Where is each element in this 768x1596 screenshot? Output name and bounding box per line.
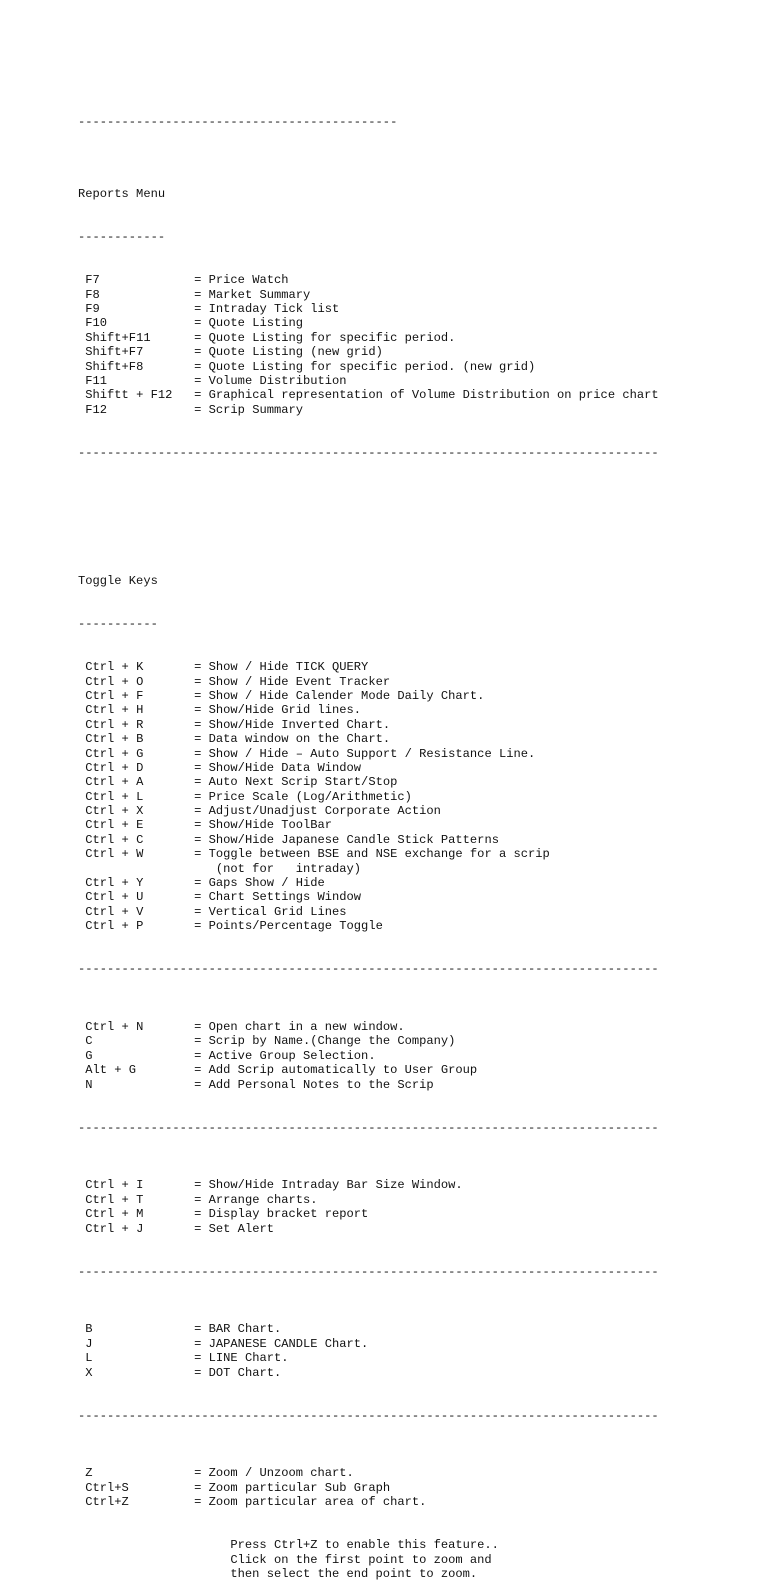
shortcut-description: Scrip Summary [208,402,304,417]
shortcut-row: Ctrl + J = Set Alert [85,1221,274,1236]
key-padding [143,747,194,761]
shortcut-key: Ctrl + H [85,703,144,718]
shortcut-key: G [85,1048,93,1063]
shortcut-key: F10 [85,316,108,331]
shortcut-key: Ctrl + M [85,1207,144,1222]
shortcut-description: Scrip by Name.(Change the Company) [208,1034,456,1049]
shortcut-row: C = Scrip by Name.(Change the Company) [85,1034,456,1049]
shortcut-row: Ctrl + D = Show/Hide Data Window [85,760,362,775]
shortcut-row: G = Active Group Selection. [85,1048,376,1063]
shortcut-description: Arrange charts. [208,1192,318,1207]
shortcut-row: Ctrl + F = Show / Hide Calender Mode Daily Chart. [85,688,485,703]
shortcut-key: Shift+F11 [85,330,151,345]
shortcut-description: Volume Distribution [208,373,347,388]
shortcut-description: Show / Hide – Auto Support / Resistance Line. [208,746,536,761]
shortcut-key: Shift+F7 [85,345,144,360]
key-padding [143,905,194,919]
shortcut-row: Ctrl + V = Vertical Grid Lines [85,904,347,919]
shortcut-description: Show/Hide Japanese Candle Stick Patterns [208,832,499,847]
shortcut-key: Ctrl+Z [85,1495,129,1510]
shortcut-row: N = Add Personal Notes to the Scrip [85,1077,434,1092]
shortcut-key: N [85,1077,93,1092]
shortcut-row: Ctrl + I = Show/Hide Intraday Bar Size Window. [85,1178,463,1193]
shortcut-description: LINE Chart. [208,1351,289,1366]
key-padding [143,919,194,933]
reports-list [78,273,659,417]
shortcut-key: C [85,1034,93,1049]
shortcut-description: Zoom particular Sub Graph [208,1480,391,1495]
key-padding [143,1222,194,1236]
shortcut-row: Z = Zoom / Unzoom chart. [85,1466,354,1481]
key-padding [107,316,194,330]
zoom-note-line [78,1567,659,1581]
zoom-group-list [78,1466,659,1509]
shortcut-key: Ctrl + C [85,832,144,847]
shortcut-row: Ctrl + N = Open chart in a new window. [85,1020,405,1035]
zoom-note-line [78,1553,659,1567]
shortcut-description: Quote Listing (new grid) [208,345,383,360]
shortcut-row: F12 = Scrip Summary [85,402,304,417]
key-padding [143,718,194,732]
shortcut-key: Ctrl + E [85,818,144,833]
shortcut-key: Ctrl + B [85,732,144,747]
top-rule: -------------------------------------------- [78,114,398,129]
shortcut-key: Z [85,1466,93,1481]
shortcut-description: Set Alert [208,1221,274,1236]
key-padding [143,1020,194,1034]
shortcut-row: Shift+F11 = Quote Listing for specific period. [85,330,456,345]
shortcut-row: Ctrl + C = Show/Hide Japanese Candle Stick Patterns [85,832,499,847]
key-padding [143,775,194,789]
shortcut-description: Gaps Show / Hide [208,876,325,891]
toggle-list [78,660,659,933]
shortcut-row: Ctrl + P = Points/Percentage Toggle [85,919,383,934]
key-padding [143,660,194,674]
window-group-list [78,1020,659,1092]
shortcut-row: Ctrl + T = Arrange charts. [85,1192,318,1207]
shortcut-row: Ctrl + B = Data window on the Chart. [85,732,391,747]
reports-heading: Reports Menu [78,186,166,201]
chart-type-list [78,1322,659,1380]
shortcut-description: Show/Hide Intraday Bar Size Window. [208,1178,463,1193]
intraday-group-list [78,1178,659,1236]
shortcut-row: Shift+F8 = Quote Listing for specific period. (new grid) [85,359,536,374]
shortcut-row: Ctrl + X = Adjust/Unadjust Corporate Action [85,804,441,819]
shortcut-key: B [85,1322,93,1337]
shortcut-key: J [85,1336,93,1351]
key-padding [143,847,194,861]
section-rule: -------------------------------------------------------------------------------- [78,1264,659,1279]
shortcut-key: Shiftt + F12 [85,388,173,403]
shortcut-row: Alt + G = Add Scrip automatically to User Group [85,1063,478,1078]
shortcut-row: Ctrl+Z = Zoom particular area of chart. [85,1495,427,1510]
shortcut-row: F8 = Market Summary [85,287,311,302]
shortcut-description: Chart Settings Window [208,890,362,905]
section-rule: -------------------------------------------------------------------------------- [78,1120,659,1135]
shortcut-key: L [85,1351,93,1366]
key-padding [143,790,194,804]
shortcut-row: Ctrl + Y = Gaps Show / Hide [85,876,325,891]
shortcut-description: Add Scrip automatically to User Group [208,1063,478,1078]
zoom-note-text: Click on the first point to zoom and [230,1552,492,1567]
shortcut-key: F8 [85,287,100,302]
shortcut-description: Active Group Selection. [208,1048,376,1063]
shortcut-key: X [85,1365,93,1380]
shortcut-key: Ctrl + J [85,1221,144,1236]
zoom-notes [78,1538,659,1581]
shortcut-key: Ctrl + O [85,674,144,689]
shortcut-description: Add Personal Notes to the Scrip [208,1077,434,1092]
key-padding [143,360,194,374]
shortcut-description-continuation: (not for intraday) [208,861,362,876]
key-padding [143,804,194,818]
key-padding [143,732,194,746]
shortcut-key: Ctrl + N [85,1020,144,1035]
shortcut-document [78,86,659,1596]
shortcut-key: Ctrl + P [85,919,144,934]
key-padding [143,833,194,847]
shortcut-key: F11 [85,373,108,388]
key-padding [143,1193,194,1207]
section-rule: -------------------------------------------------------------------------------- [78,962,659,977]
reports-underline: ------------ [78,230,166,245]
shortcut-description: Show/Hide Data Window [208,760,362,775]
shortcut-row: F9 = Intraday Tick list [85,302,340,317]
shortcut-description: Quote Listing for specific period. (new grid) [208,359,536,374]
key-padding [143,1178,194,1192]
shortcut-description: Show / Hide Calender Mode Daily Chart. [208,688,485,703]
shortcut-description: Data window on the Chart. [208,732,391,747]
shortcut-key: Ctrl + D [85,760,144,775]
key-padding [143,703,194,717]
key-padding [143,818,194,832]
shortcut-key: Ctrl + G [85,746,144,761]
shortcut-description: Vertical Grid Lines [208,904,347,919]
spacer [78,489,659,516]
key-padding [129,1495,194,1509]
shortcut-description: Display bracket report [208,1207,369,1222]
key-padding [93,1078,195,1092]
key-padding [93,1366,195,1380]
shortcut-description: Auto Next Scrip Start/Stop [208,775,398,790]
key-padding [93,1337,195,1351]
key-padding [136,1063,194,1077]
shortcut-key: Ctrl + R [85,717,144,732]
shortcut-description: Open chart in a new window. [208,1020,405,1035]
toggle-heading: Toggle Keys [78,573,158,588]
key-padding [143,689,194,703]
section-rule: -------------------------------------------------------------------------------- [78,1408,659,1423]
shortcut-description: BAR Chart. [208,1322,282,1337]
shortcut-key: Ctrl + I [85,1178,144,1193]
shortcut-description: JAPANESE CANDLE Chart. [208,1336,369,1351]
shortcut-description: Show/Hide Inverted Chart. [208,717,391,732]
key-padding [172,388,194,402]
key-padding [107,374,194,388]
shortcut-row: Shiftt + F12 = Graphical representation of Volume Distribution on price chart [85,388,659,403]
shortcut-row: Ctrl + R = Show/Hide Inverted Chart. [85,717,391,732]
shortcut-row: Ctrl + E = Show/Hide ToolBar [85,818,333,833]
shortcut-description: Quote Listing for specific period. [208,330,456,345]
shortcut-key: Ctrl + Y [85,876,144,891]
shortcut-row: L = LINE Chart. [85,1351,289,1366]
shortcut-row: Ctrl + O = Show / Hide Event Tracker [85,674,391,689]
shortcut-row: Shift+F7 = Quote Listing (new grid) [85,345,383,360]
shortcut-key: Ctrl + L [85,789,144,804]
shortcut-description: Points/Percentage Toggle [208,919,383,934]
shortcut-row-continuation [78,862,659,876]
shortcut-description: Market Summary [208,287,311,302]
shortcut-key: Ctrl + X [85,804,144,819]
key-padding [100,273,194,287]
shortcut-description: Show / Hide TICK QUERY [208,660,369,675]
section-rule: -------------------------------------------------------------------------------- [78,445,659,460]
shortcut-key: Ctrl + V [85,904,144,919]
shortcut-row: Ctrl + K = Show / Hide TICK QUERY [85,660,369,675]
shortcut-key: F9 [85,302,100,317]
key-padding [100,302,194,316]
shortcut-key: Ctrl+S [85,1480,129,1495]
shortcut-row: Ctrl + U = Chart Settings Window [85,890,362,905]
key-padding [100,288,194,302]
shortcut-row: Ctrl + L = Price Scale (Log/Arithmetic) [85,789,412,804]
shortcut-row: F10 = Quote Listing [85,316,304,331]
shortcut-row: Ctrl + W = Toggle between BSE and NSE exchange for a scrip [85,847,550,862]
shortcut-key: Ctrl + A [85,775,144,790]
shortcut-row: Ctrl+S = Zoom particular Sub Graph [85,1480,391,1495]
zoom-note-line [78,1538,659,1552]
shortcut-description: Show/Hide ToolBar [208,818,333,833]
shortcut-row: Ctrl + G = Show / Hide – Auto Support / Resistance Line. [85,746,536,761]
shortcut-key: Ctrl + U [85,890,144,905]
shortcut-row: F11 = Volume Distribution [85,373,347,388]
shortcut-row: Ctrl + H = Show/Hide Grid lines. [85,703,362,718]
key-padding [143,876,194,890]
key-padding [143,675,194,689]
shortcut-description: Show/Hide Grid lines. [208,703,362,718]
zoom-note-text: Press Ctrl+Z to enable this feature.. [230,1538,499,1553]
key-padding [143,345,194,359]
shortcut-key: Ctrl + T [85,1192,144,1207]
shortcut-description: Toggle between BSE and NSE exchange for a scrip [208,847,550,862]
key-padding [93,1049,195,1063]
shortcut-key: F7 [85,273,100,288]
shortcut-description: Price Scale (Log/Arithmetic) [208,789,412,804]
shortcut-description: Zoom / Unzoom chart. [208,1466,354,1481]
shortcut-description: Quote Listing [208,316,304,331]
key-padding [93,1322,195,1336]
shortcut-description: Graphical representation of Volume Distribution on price chart [208,388,659,403]
key-padding [143,890,194,904]
shortcut-key: Ctrl + W [85,847,144,862]
shortcut-description: DOT Chart. [208,1365,282,1380]
zoom-note-text: then select the end point to zoom. [230,1567,478,1582]
shortcut-row: Ctrl + A = Auto Next Scrip Start/Stop [85,775,398,790]
key-padding [143,1207,194,1221]
key-padding [151,331,195,345]
shortcut-row: F7 = Price Watch [85,273,289,288]
shortcut-key: Ctrl + K [85,660,144,675]
shortcut-description: Price Watch [208,273,289,288]
shortcut-key: F12 [85,402,108,417]
shortcut-key: Ctrl + F [85,688,144,703]
shortcut-key: Alt + G [85,1063,137,1078]
shortcut-description: Show / Hide Event Tracker [208,674,391,689]
toggle-underline: ----------- [78,616,158,631]
shortcut-row: X = DOT Chart. [85,1365,282,1380]
shortcut-row: Ctrl + M = Display bracket report [85,1207,369,1222]
key-padding [93,1466,195,1480]
shortcut-row: J = JAPANESE CANDLE Chart. [85,1336,369,1351]
key-padding [93,1351,195,1365]
shortcut-description: Adjust/Unadjust Corporate Action [208,804,441,819]
key-padding [93,1034,195,1048]
shortcut-row: B = BAR Chart. [85,1322,282,1337]
key-padding [143,761,194,775]
key-padding [129,1481,194,1495]
shortcut-description: Zoom particular area of chart. [208,1495,427,1510]
shortcut-description: Intraday Tick list [208,302,340,317]
shortcut-key: Shift+F8 [85,359,144,374]
key-padding [107,403,194,417]
